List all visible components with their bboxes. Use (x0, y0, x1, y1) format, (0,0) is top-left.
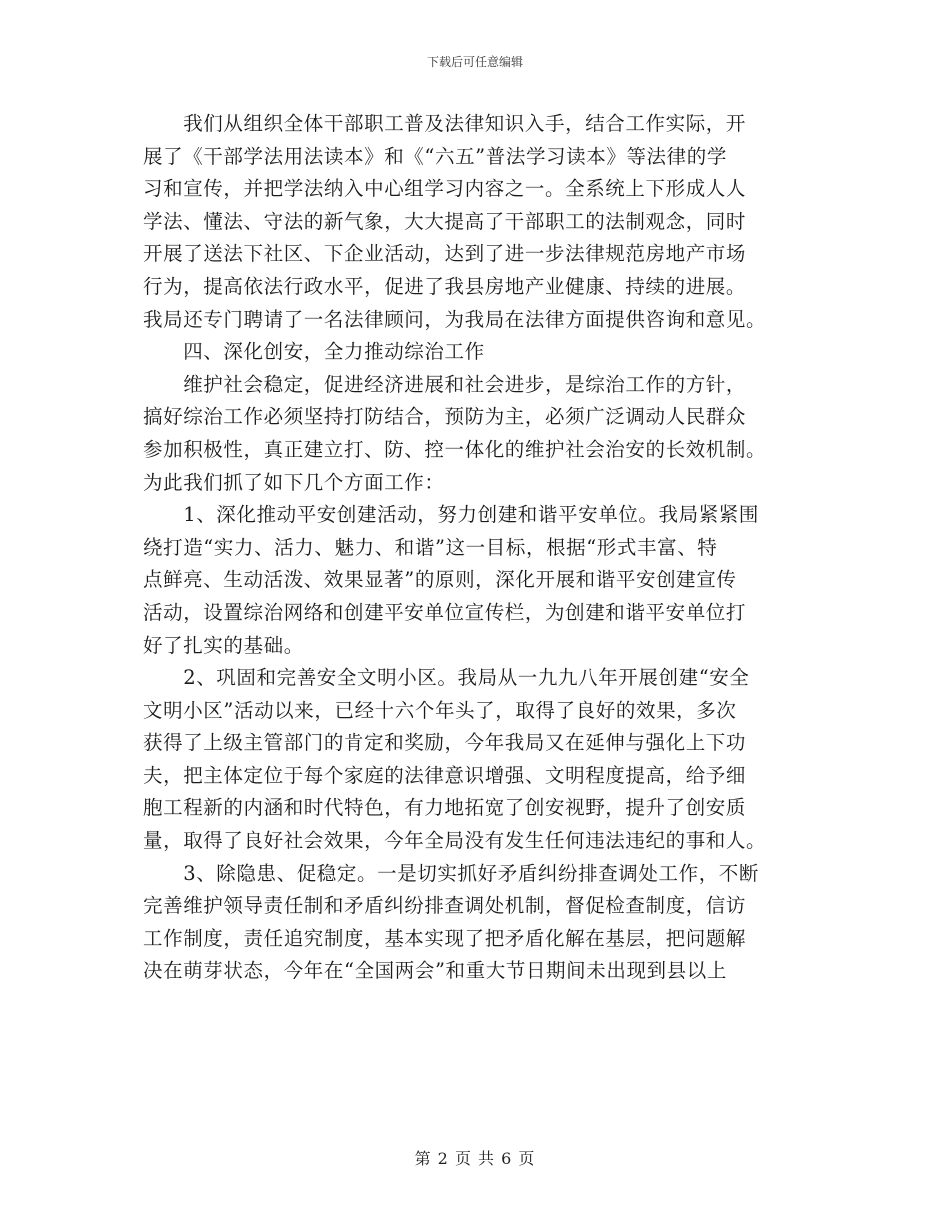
body-line: 我们从组织全体干部职工普及法律知识入手，结合工作实际，开 (143, 112, 747, 135)
body-line: 3、除隐患、促稳定。一是切实抓好矛盾纠纷排查调处工作，不断 (143, 861, 760, 885)
body-line: 学法、懂法、守法的新气象，大大提高了干部职工的法制观念，同时 (143, 209, 747, 233)
page-header-note: 下载后可任意编辑 (426, 55, 523, 69)
body-line: 习和宣传，并把学法纳入中心组学习内容之一。全系统上下形成人人 (143, 177, 747, 201)
body-line: 1、深化推动平安创建活动，努力创建和谐平安单位。我局紧紧围 (143, 503, 760, 527)
body-line: 量，取得了良好社会效果，今年全局没有发生任何违法违纪的事和人。 (143, 829, 767, 853)
body-line: 为此我们抓了如下几个方面工作： (143, 470, 445, 494)
body-line: 胞工程新的内涵和时代特色，有力地拓宽了创安视野，提升了创安质 (143, 796, 747, 820)
body-line: 工作制度，责任追究制度，基本实现了把矛盾化解在基层，把问题解 (143, 926, 747, 950)
body-line: 参加积极性，真正建立打、防、控一体化的维护社会治安的长效机制。 (143, 437, 767, 461)
body-line: 维护社会稳定，促进经济进展和社会进步，是综治工作的方针， (143, 372, 747, 396)
body-line: 我局还专门聘请了一名法律顾问，为我局在法律方面提供咨询和意见。 (143, 307, 767, 331)
body-line: 搞好综治工作必须坚持打防结合，预防为主，必须广泛调动人民群众 (143, 405, 747, 429)
section-heading: 四、深化创安，全力推动综治工作 (143, 340, 485, 364)
body-line: 完善维护领导责任制和矛盾纠纷排查调处机制，督促检查制度，信访 (143, 894, 747, 918)
body-line: 绕打造“实力、活力、魅力、和谐”这一目标，根据“形式丰富、特 (143, 535, 718, 559)
body-line: 获得了上级主管部门的肯定和奖励，今年我局又在延伸与强化上下功 (143, 731, 747, 755)
body-line: 好了扎实的基础。 (143, 633, 304, 657)
page-number: 第 2 页 共 6 页 (414, 1149, 536, 1168)
body-line: 行为，提高依法行政水平，促进了我县房地产业健康、持续的进展。 (143, 274, 747, 298)
document-body (143, 108, 810, 988)
body-line: 决在萌芽状态，今年在“全国两会”和重大节日期间未出现到县以上 (143, 959, 727, 983)
body-line: 夫，把主体定位于每个家庭的法律意识增强、文明程度提高，给予细 (143, 763, 747, 787)
body-line: 2、巩固和完善安全文明小区。我局从一九九八年开展创建“安全 (143, 666, 750, 690)
body-line: 点鲜亮、生动活泼、效果显著”的原则，深化开展和谐平安创建宣传 (143, 568, 737, 592)
body-line: 文明小区”活动以来，已经十六个年头了，取得了良好的效果，多次 (143, 698, 737, 722)
body-line: 活动，设置综治网络和创建平安单位宣传栏，为创建和谐平安单位打 (143, 600, 747, 624)
body-line: 开展了送法下社区、下企业活动，达到了进一步法律规范房地产市场 (143, 242, 747, 266)
body-line: 展了《干部学法用法读本》和《“六五”普法学习读本》等法律的学 (143, 144, 727, 168)
